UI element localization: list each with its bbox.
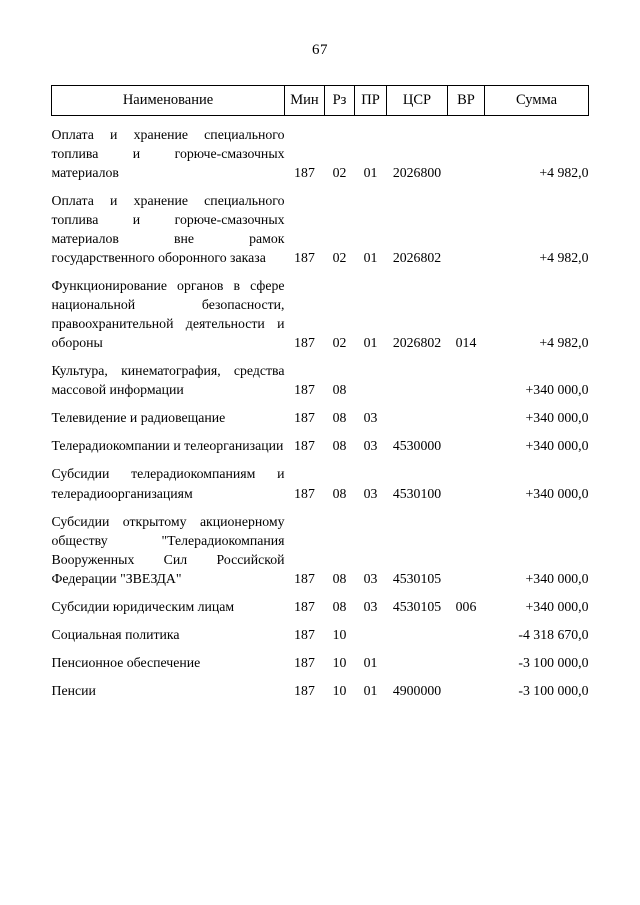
row-csr: 4530105 bbox=[392, 570, 442, 586]
row-min: 187 bbox=[294, 250, 315, 266]
row-min: 187 bbox=[294, 438, 315, 454]
row-name: Функционирование органов в сфере национальной безопасности, правоохранительной деятельности и обороны bbox=[51, 278, 285, 351]
row-vr bbox=[448, 455, 485, 502]
row-rz: 08 bbox=[332, 485, 347, 501]
row-rz: 02 bbox=[332, 165, 347, 181]
row-pr: 01 bbox=[363, 682, 378, 698]
row-csr: 4900000 bbox=[392, 682, 442, 698]
row-name: Оплата и хранение специального топлива и горюче-смазочных материалов вне рамок государственного оборонного заказа bbox=[51, 193, 285, 266]
row-vr: 014 bbox=[455, 335, 477, 351]
row-summa: +340 000,0 bbox=[525, 410, 589, 426]
table-row bbox=[52, 116, 589, 183]
row-csr bbox=[387, 644, 448, 672]
row-summa: +4 982,0 bbox=[539, 335, 589, 351]
table-body bbox=[52, 116, 589, 700]
row-vr bbox=[448, 116, 485, 183]
row-rz: 08 bbox=[332, 598, 347, 614]
row-pr: 01 bbox=[363, 335, 378, 351]
row-name: Пенсии bbox=[51, 682, 96, 698]
row-rz: 10 bbox=[332, 626, 347, 642]
row-vr bbox=[448, 427, 485, 455]
row-name: Культура, кинематография, средства массовой информации bbox=[51, 363, 285, 398]
row-name: Оплата и хранение специального топлива и горюче-смазочных материалов bbox=[51, 127, 285, 181]
budget-table bbox=[51, 85, 589, 700]
table-row bbox=[52, 672, 589, 700]
row-csr bbox=[387, 352, 448, 399]
header-min: Мин bbox=[285, 86, 325, 116]
row-summa: -3 100 000,0 bbox=[518, 682, 589, 698]
row-summa: +340 000,0 bbox=[525, 570, 589, 586]
table-row bbox=[52, 588, 589, 616]
header-csr: ЦСР bbox=[387, 86, 448, 116]
row-rz: 02 bbox=[332, 250, 347, 266]
row-rz: 08 bbox=[332, 382, 347, 398]
row-pr: 01 bbox=[363, 250, 378, 266]
row-name: Телерадиокомпании и телеорганизации bbox=[51, 438, 284, 454]
header-vr: ВР bbox=[448, 86, 485, 116]
row-summa: +4 982,0 bbox=[539, 250, 589, 266]
row-summa: +340 000,0 bbox=[525, 598, 589, 614]
row-pr: 01 bbox=[363, 165, 378, 181]
row-pr: 03 bbox=[363, 598, 378, 614]
header-pr: ПР bbox=[355, 86, 387, 116]
header-summa: Сумма bbox=[485, 86, 589, 116]
table-row bbox=[52, 427, 589, 455]
row-vr bbox=[448, 616, 485, 644]
row-summa: +340 000,0 bbox=[525, 382, 589, 398]
row-min: 187 bbox=[294, 654, 315, 670]
table-row bbox=[52, 644, 589, 672]
row-min: 187 bbox=[294, 382, 315, 398]
table-row bbox=[52, 352, 589, 399]
table-row bbox=[52, 182, 589, 267]
row-pr: 03 bbox=[363, 438, 378, 454]
row-pr bbox=[355, 352, 387, 399]
row-min: 187 bbox=[294, 626, 315, 642]
row-min: 187 bbox=[294, 410, 315, 426]
page-number: 67 bbox=[312, 42, 328, 58]
row-name: Пенсионное обеспечение bbox=[51, 654, 201, 670]
row-rz: 10 bbox=[332, 654, 347, 670]
row-csr: 4530100 bbox=[392, 485, 442, 501]
row-summa: +4 982,0 bbox=[539, 165, 589, 181]
row-pr: 03 bbox=[363, 570, 378, 586]
row-csr: 4530000 bbox=[392, 438, 442, 454]
table-row bbox=[52, 616, 589, 644]
row-min: 187 bbox=[294, 335, 315, 351]
row-summa: +340 000,0 bbox=[525, 438, 589, 454]
row-vr bbox=[448, 644, 485, 672]
row-name: Субсидии открытому акционерному обществу "Телерадиокомпания Вооруженных Сил Российской Федерации "ЗВЕЗДА" bbox=[51, 513, 285, 586]
row-summa: +340 000,0 bbox=[525, 485, 589, 501]
row-rz: 10 bbox=[332, 682, 347, 698]
row-pr: 03 bbox=[363, 410, 378, 426]
row-rz: 08 bbox=[332, 410, 347, 426]
row-min: 187 bbox=[294, 598, 315, 614]
table-row bbox=[52, 503, 589, 588]
row-pr: 03 bbox=[363, 485, 378, 501]
row-summa: -3 100 000,0 bbox=[518, 654, 589, 670]
row-csr bbox=[387, 399, 448, 427]
row-rz: 02 bbox=[332, 335, 347, 351]
row-pr bbox=[355, 616, 387, 644]
row-min: 187 bbox=[294, 485, 315, 501]
row-rz: 08 bbox=[332, 438, 347, 454]
row-vr: 006 bbox=[455, 598, 477, 614]
row-min: 187 bbox=[294, 570, 315, 586]
row-csr: 2026800 bbox=[392, 165, 442, 181]
row-min: 187 bbox=[294, 165, 315, 181]
table-row bbox=[52, 267, 589, 352]
row-name: Телевидение и радиовещание bbox=[51, 410, 226, 426]
header-rz: Рз bbox=[325, 86, 355, 116]
row-min: 187 bbox=[294, 682, 315, 698]
row-vr bbox=[448, 399, 485, 427]
row-vr bbox=[448, 672, 485, 700]
row-name: Субсидии юридическим лицам bbox=[51, 598, 235, 614]
header-name: Наименование bbox=[52, 86, 285, 116]
row-pr: 01 bbox=[363, 654, 378, 670]
row-csr: 4530105 bbox=[392, 598, 442, 614]
table-header-row bbox=[52, 86, 589, 116]
row-name: Субсидии телерадиокомпаниям и телерадиоорганизациям bbox=[51, 466, 285, 501]
row-vr bbox=[448, 182, 485, 267]
row-rz: 08 bbox=[332, 570, 347, 586]
row-name: Социальная политика bbox=[51, 626, 180, 642]
row-vr bbox=[448, 503, 485, 588]
table-row bbox=[52, 399, 589, 427]
row-csr bbox=[387, 616, 448, 644]
row-csr: 2026802 bbox=[392, 250, 442, 266]
row-vr bbox=[448, 352, 485, 399]
row-summa: -4 318 670,0 bbox=[518, 626, 589, 642]
table-row bbox=[52, 455, 589, 502]
row-csr: 2026802 bbox=[392, 335, 442, 351]
